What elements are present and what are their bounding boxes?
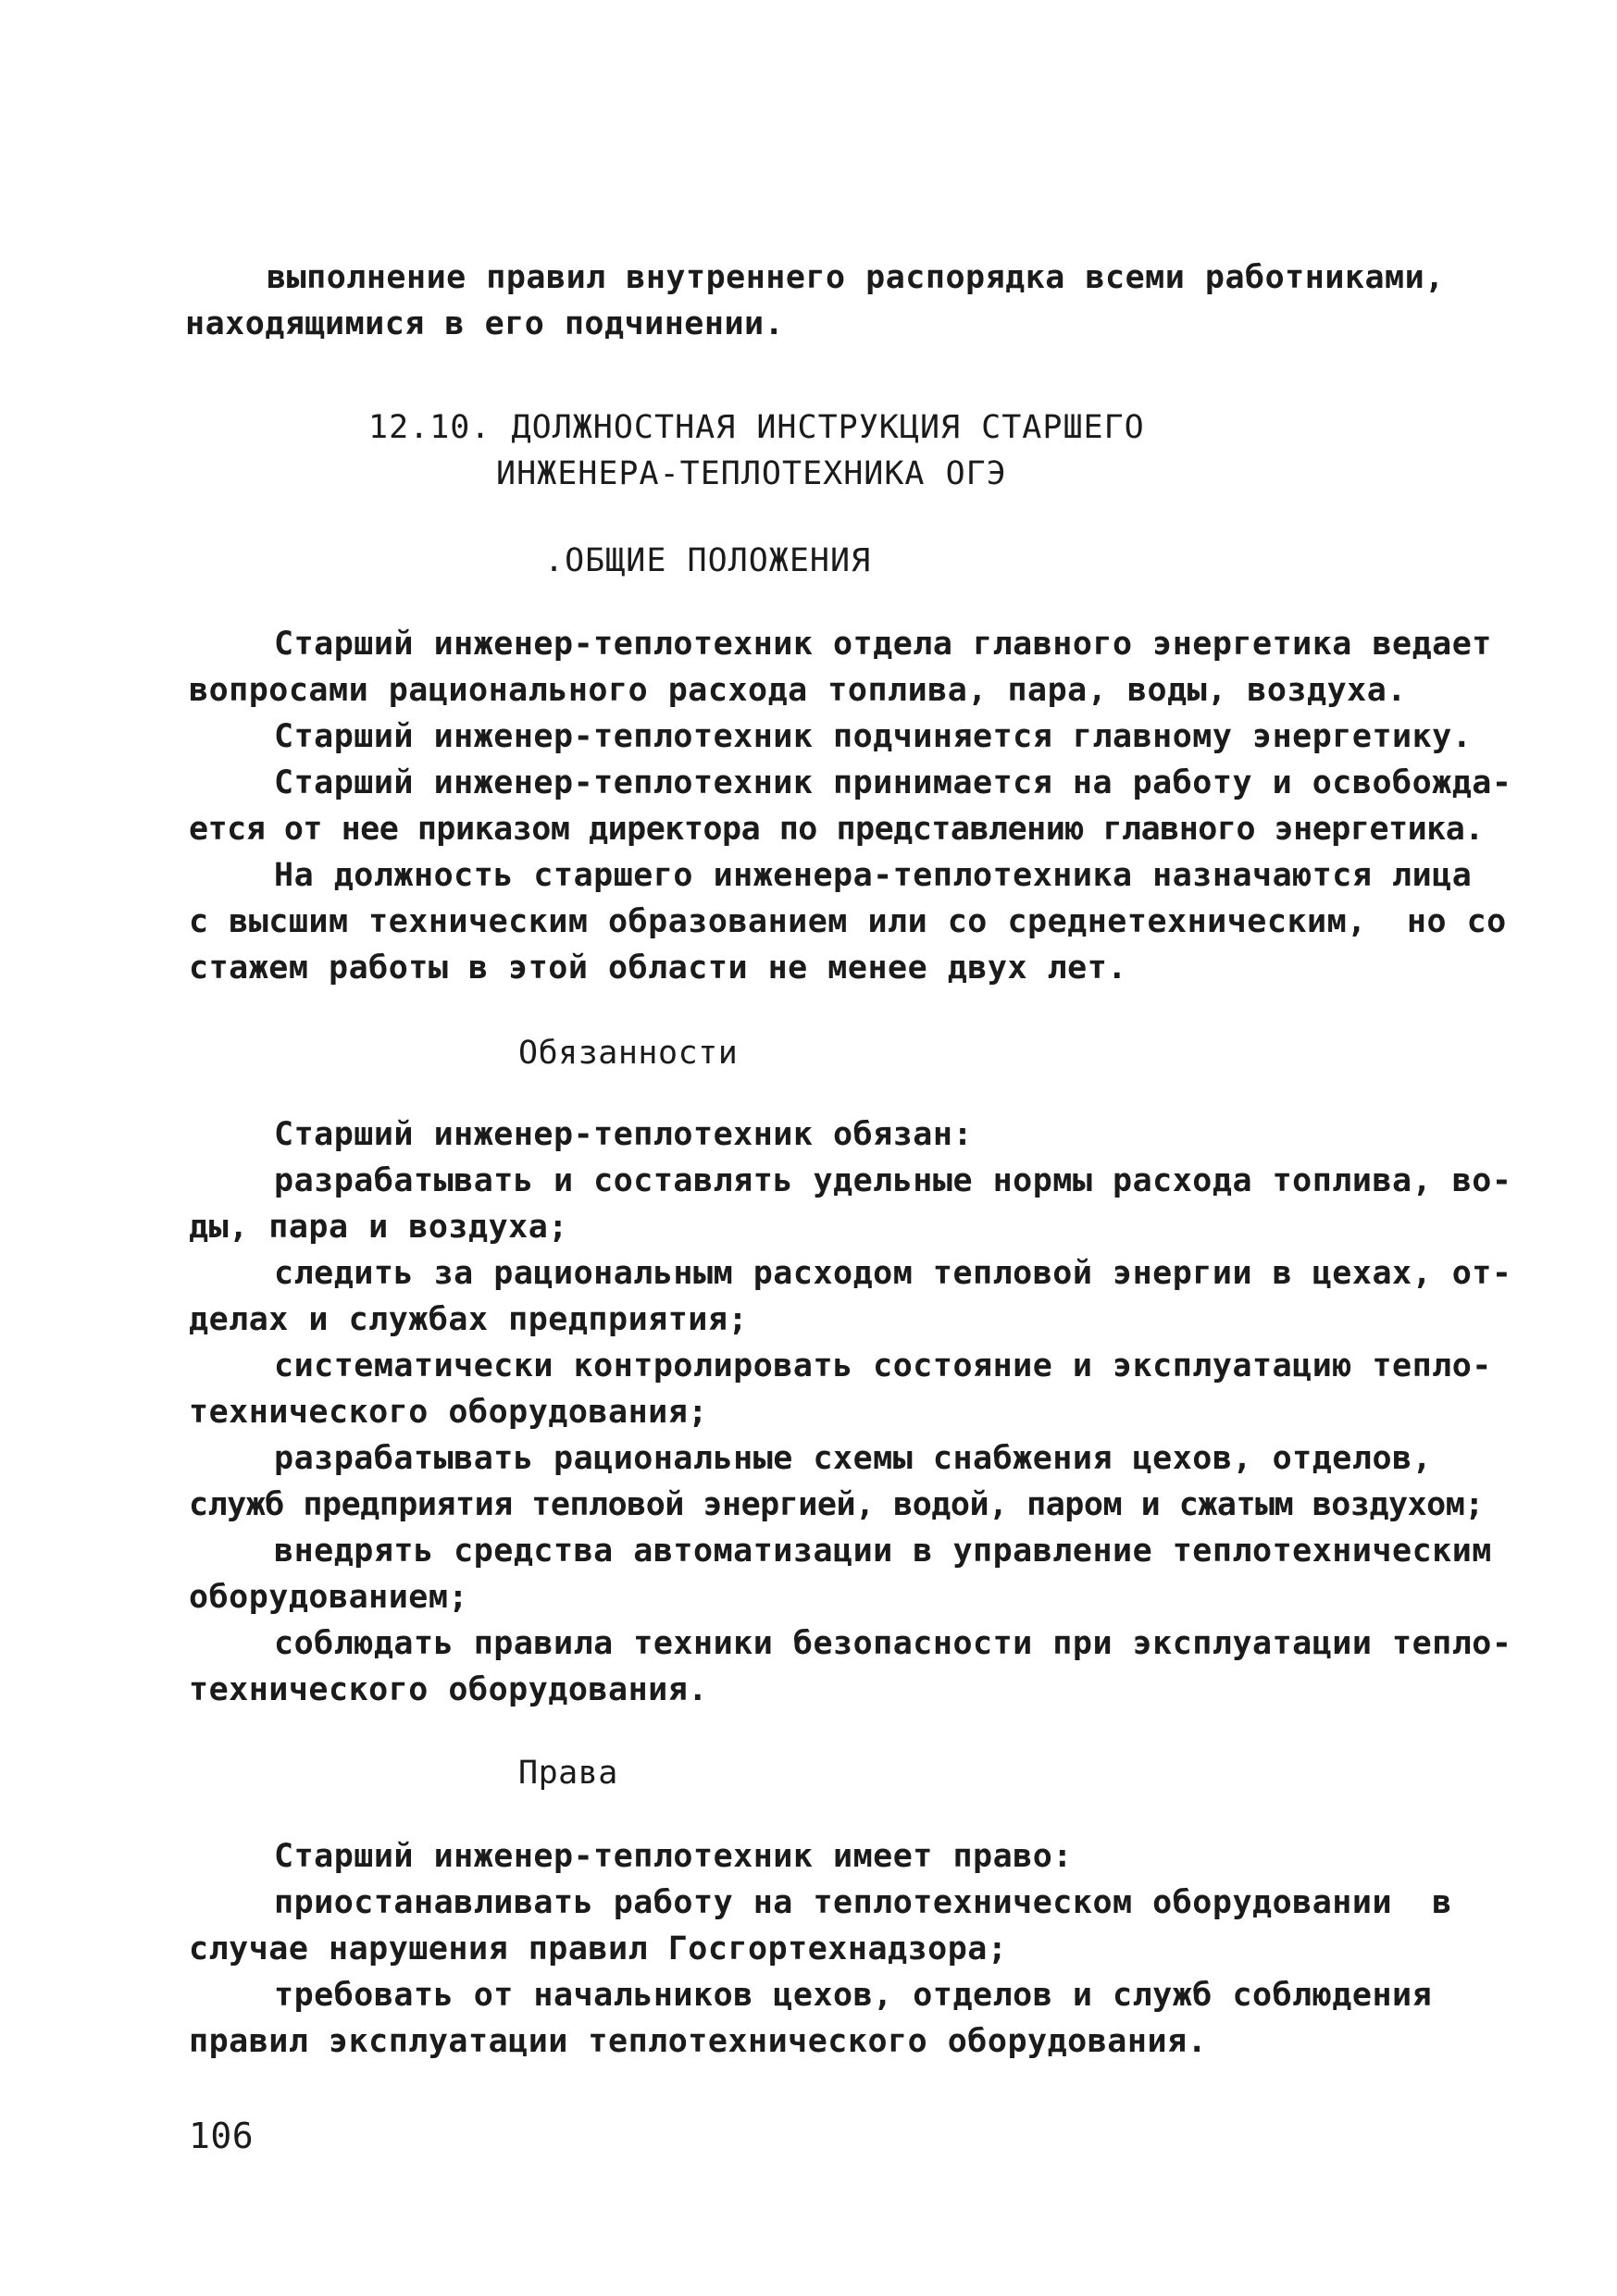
paragraph-line: Старший инженер-теплотехник принимается на работу и освобожда- <box>274 764 1512 801</box>
paragraph-line: разрабатывать рациональные схемы снабжения цехов, отделов, <box>274 1440 1433 1477</box>
paragraph-line: требовать от начальников цехов, отделов и служб соблюдения <box>274 1977 1433 2014</box>
intro-line: выполнение правил внутреннего распорядка всеми работниками, <box>267 259 1445 296</box>
paragraph-line: разрабатывать и составлять удельные нормы расхода топлива, во- <box>274 1162 1512 1199</box>
subsection-heading-rights: Права <box>518 1755 618 1792</box>
page-number: 106 <box>189 2116 255 2156</box>
paragraph-line: технического оборудования. <box>189 1671 708 1708</box>
paragraph-line: вопросами рационального расхода топлива, пара, воды, воздуха. <box>189 672 1407 709</box>
paragraph-line: приостанавливать работу на теплотехническом оборудовании в <box>274 1884 1452 1921</box>
paragraph-line: служб предприятия тепловой энергией, водой, паром и сжатым воздухом; <box>189 1486 1484 1523</box>
paragraph-line: правил эксплуатации теплотехнического оборудования. <box>189 2023 1208 2060</box>
paragraph-line: ды, пара и воздуха; <box>189 1209 568 1246</box>
paragraph-line: Старший инженер-теплотехник имеет право: <box>274 1838 1073 1875</box>
paragraph-line: Старший инженер-теплотехник отдела главного энергетика ведает <box>274 626 1492 663</box>
section-title: ИНЖЕНЕРА-ТЕПЛОТЕХНИКА ОГЭ <box>496 455 1007 492</box>
subsection-heading-general: .ОБЩИЕ ПОЛОЖЕНИЯ <box>544 542 872 579</box>
paragraph-line: делах и службах предприятия; <box>189 1301 749 1338</box>
paragraph-line: систематически контролировать состояние и эксплуатацию тепло- <box>274 1347 1492 1384</box>
paragraph-line: Старший инженер-теплотехник обязан: <box>274 1116 974 1153</box>
paragraph-line: стажем работы в этой области не менее двух лет. <box>189 949 1127 987</box>
paragraph-line: Старший инженер-теплотехник подчиняется главному энергетику. <box>274 718 1473 755</box>
paragraph-line: технического оборудования; <box>189 1394 708 1431</box>
paragraph-line: На должность старшего инженера-теплотехника назначаются лица <box>274 857 1473 894</box>
paragraph-line: внедрять средства автоматизации в управление теплотехническим <box>274 1533 1492 1570</box>
intro-line: находящимися в его подчинении. <box>185 305 785 342</box>
paragraph-line: ется от нее приказом директора по представлению главного энергетика. <box>189 811 1484 848</box>
paragraph-line: случае нарушения правил Госгортехнадзора; <box>189 1930 1008 1967</box>
section-title: 12.10. ДОЛЖНОСТНАЯ ИНСТРУКЦИЯ СТАРШЕГО <box>368 409 1145 446</box>
paragraph-line: с высшим техническим образованием или со среднетехническим, но со <box>189 903 1507 940</box>
paragraph-line: соблюдать правила техники безопасности при эксплуатации тепло- <box>274 1625 1512 1662</box>
subsection-heading-duties: Обязанности <box>518 1035 739 1072</box>
paragraph-line: оборудованием; <box>189 1579 469 1616</box>
paragraph-line: следить за рациональным расходом тепловой энергии в цехах, от- <box>274 1255 1512 1292</box>
